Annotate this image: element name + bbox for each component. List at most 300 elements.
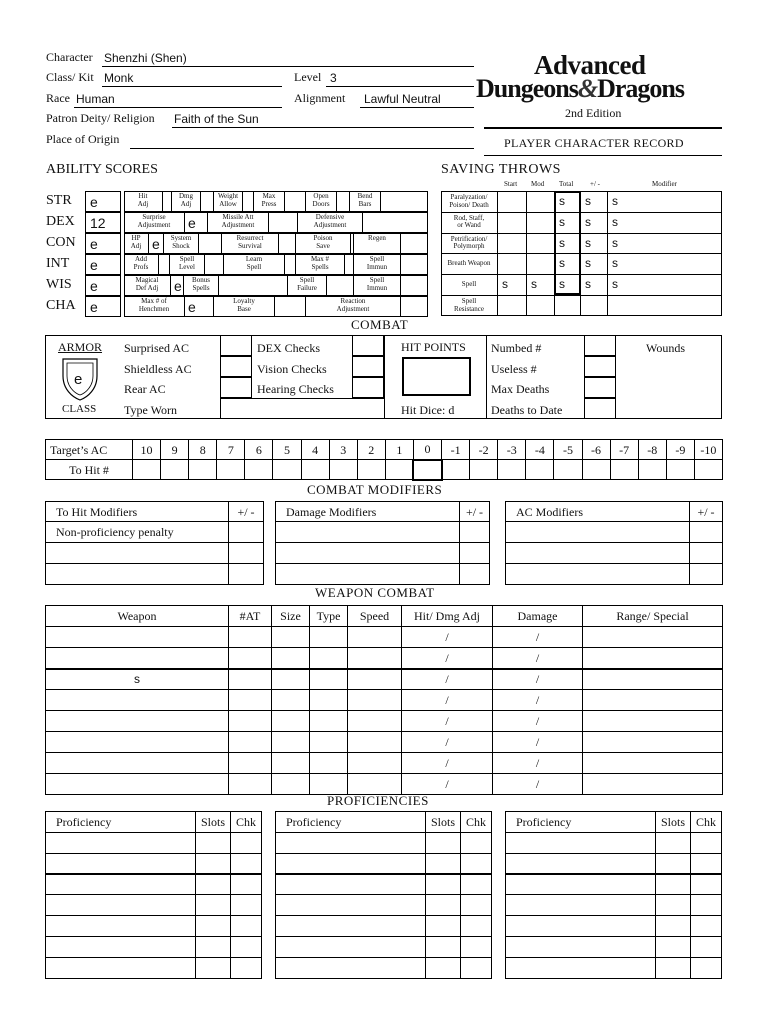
race-label: Race xyxy=(46,91,70,105)
save-value[interactable]: s xyxy=(612,235,618,250)
proficiency-cell[interactable] xyxy=(426,895,461,916)
weapon-cell[interactable] xyxy=(348,627,402,648)
weapon-name[interactable]: s xyxy=(46,669,229,690)
class-kit-field[interactable]: Monk xyxy=(104,71,134,85)
save-value[interactable]: s xyxy=(559,256,565,271)
modifier-value[interactable] xyxy=(229,543,264,564)
save-value[interactable]: s xyxy=(559,214,565,229)
ability-score-box-cha[interactable] xyxy=(85,296,121,317)
weapon-cell[interactable] xyxy=(310,753,348,774)
weapon-cell[interactable] xyxy=(310,774,348,795)
weapon-cell[interactable] xyxy=(272,669,310,690)
weapon-name[interactable] xyxy=(46,753,229,774)
ability-score-wis[interactable]: e xyxy=(90,278,98,294)
save-value[interactable]: s xyxy=(502,277,508,292)
proficiency-cell[interactable] xyxy=(506,916,656,937)
save-col-header: Total xyxy=(559,180,574,188)
modifier-table xyxy=(45,501,264,585)
ability-field-value[interactable]: e xyxy=(188,215,196,231)
weapon-cell[interactable] xyxy=(348,753,402,774)
to-hit-cell[interactable] xyxy=(554,460,582,480)
weapon-cell[interactable] xyxy=(310,648,348,669)
save-value[interactable]: s xyxy=(585,256,591,271)
modifier-value[interactable] xyxy=(460,543,490,564)
ac-row-value[interactable] xyxy=(220,335,252,356)
modifier-table xyxy=(275,501,490,585)
modifier-value[interactable] xyxy=(229,522,264,543)
weapon-cell[interactable] xyxy=(229,753,272,774)
ac-row-value[interactable] xyxy=(220,356,252,377)
to-hit-cell[interactable] xyxy=(526,460,554,480)
to-hit-cell[interactable] xyxy=(638,460,666,480)
weapon-cell[interactable] xyxy=(348,690,402,711)
weapon-hit-dmg-adj[interactable]: / xyxy=(402,648,493,669)
proficiency-cell[interactable] xyxy=(656,833,691,854)
ability-score-box-wis[interactable] xyxy=(85,275,121,296)
weapon-row xyxy=(46,669,723,690)
wound-row-value[interactable] xyxy=(584,377,616,398)
proficiency-row xyxy=(276,853,492,874)
proficiency-header-row xyxy=(46,812,262,833)
to-hit-cell[interactable] xyxy=(245,460,273,480)
ability-field-value-box[interactable] xyxy=(184,296,214,317)
ability-field-value-box[interactable] xyxy=(284,191,306,212)
race-field[interactable]: Human xyxy=(76,92,115,106)
ability-field-label: Magical Def Adj xyxy=(135,276,159,292)
to-hit-cell[interactable] xyxy=(273,460,301,480)
proficiency-cell[interactable] xyxy=(506,936,656,957)
proficiency-cell[interactable] xyxy=(461,936,492,957)
weapon-name[interactable] xyxy=(46,627,229,648)
weapon-cell[interactable] xyxy=(272,774,310,795)
proficiency-cell[interactable] xyxy=(231,895,262,916)
save-value[interactable]: s xyxy=(612,277,618,292)
ability-field-value-box[interactable] xyxy=(326,275,354,296)
proficiency-cell[interactable] xyxy=(691,853,722,874)
save-name: Spell Resistance xyxy=(454,297,484,313)
ability-field-value-box[interactable] xyxy=(242,191,254,212)
proficiency-cell[interactable] xyxy=(656,853,691,874)
proficiency-cell[interactable] xyxy=(276,874,426,895)
weapon-cell[interactable] xyxy=(229,774,272,795)
ability-name-con: CON xyxy=(46,235,76,250)
ability-name-wis: WIS xyxy=(46,277,72,292)
weapon-cell[interactable] xyxy=(310,711,348,732)
ability-field-value-box[interactable] xyxy=(380,191,428,212)
to-hit-cell[interactable] xyxy=(610,460,638,480)
weapon-cell[interactable] xyxy=(348,669,402,690)
ac-row-value[interactable] xyxy=(220,377,252,398)
weapon-range-special[interactable] xyxy=(583,669,723,690)
save-value[interactable]: s xyxy=(612,256,618,271)
weapon-cell[interactable] xyxy=(229,627,272,648)
ability-field-label: Resurrect Survival xyxy=(236,234,264,250)
weapon-damage[interactable]: / xyxy=(493,627,583,648)
ability-field-value-box[interactable] xyxy=(336,191,350,212)
weapon-cell[interactable] xyxy=(348,732,402,753)
proficiency-cell[interactable] xyxy=(656,936,691,957)
hit-points-box[interactable] xyxy=(402,357,471,396)
weapon-range-special[interactable] xyxy=(583,732,723,753)
ability-field-value-box[interactable] xyxy=(158,254,170,275)
ability-field-value-box[interactable] xyxy=(400,254,428,275)
ability-field-value-box[interactable] xyxy=(184,212,208,233)
proficiency-cell[interactable] xyxy=(46,957,196,978)
check-value[interactable] xyxy=(352,335,384,356)
weapon-cell[interactable] xyxy=(229,711,272,732)
proficiency-row xyxy=(276,833,492,854)
ability-field-value-box[interactable] xyxy=(200,191,214,212)
weapon-cell[interactable] xyxy=(229,669,272,690)
ability-field-value-box[interactable] xyxy=(198,233,222,254)
level-field[interactable]: 3 xyxy=(330,71,337,85)
weapon-name[interactable] xyxy=(46,690,229,711)
weapon-cell[interactable] xyxy=(348,711,402,732)
ability-field-value-box[interactable] xyxy=(170,275,184,296)
ac-row-label: Shieldless AC xyxy=(124,362,192,376)
proficiency-cell[interactable] xyxy=(426,916,461,937)
modifier-value[interactable] xyxy=(460,564,490,585)
proficiency-cell[interactable] xyxy=(196,895,231,916)
type-worn-divider xyxy=(220,398,221,419)
weapon-range-special[interactable] xyxy=(583,627,723,648)
target-ac-value: -2 xyxy=(470,440,498,460)
modifier-name[interactable] xyxy=(46,543,229,564)
ability-field-label: Learn Spell xyxy=(245,255,263,271)
weapon-hit-dmg-adj[interactable]: / xyxy=(402,732,493,753)
weapon-name[interactable] xyxy=(46,774,229,795)
modifier-name[interactable] xyxy=(506,543,690,564)
to-hit-cell[interactable] xyxy=(582,460,610,480)
proficiency-cell[interactable] xyxy=(656,895,691,916)
ability-score-box-int[interactable] xyxy=(85,254,121,275)
proficiency-cell[interactable] xyxy=(461,895,492,916)
ability-name-cha: CHA xyxy=(46,298,76,313)
to-hit-cell[interactable] xyxy=(357,460,385,480)
save-col-header: Start xyxy=(504,180,518,188)
ability-field-value-box[interactable] xyxy=(204,254,224,275)
weapon-cell[interactable] xyxy=(272,753,310,774)
proficiency-cell[interactable] xyxy=(426,874,461,895)
proficiency-cell[interactable] xyxy=(231,874,262,895)
modifier-header: Damage Modifiers xyxy=(276,502,460,522)
weapon-damage[interactable]: / xyxy=(493,732,583,753)
modifier-row xyxy=(506,564,723,585)
save-value[interactable]: s xyxy=(585,277,591,292)
weapon-cell[interactable] xyxy=(310,690,348,711)
ability-field-value-box[interactable] xyxy=(400,275,428,296)
weapon-cell[interactable] xyxy=(310,669,348,690)
to-hit-cell[interactable] xyxy=(666,460,694,480)
ability-field-label: Surprise Adjustment xyxy=(137,213,171,229)
weapon-hit-dmg-adj[interactable]: / xyxy=(402,711,493,732)
weapon-damage[interactable]: / xyxy=(493,753,583,774)
ability-field-label: Missile Att Adjustment xyxy=(221,213,255,229)
modifier-table xyxy=(505,501,723,585)
weapon-cell[interactable] xyxy=(229,732,272,753)
weapon-header: Speed xyxy=(348,606,402,627)
ability-field-value-box[interactable] xyxy=(362,212,428,233)
proficiency-cell[interactable] xyxy=(426,853,461,874)
wound-row-value[interactable] xyxy=(584,398,616,419)
ability-field-value-box[interactable] xyxy=(148,233,164,254)
ability-score-str[interactable]: e xyxy=(90,194,98,210)
proficiency-cell[interactable] xyxy=(46,833,196,854)
weapon-damage[interactable]: / xyxy=(493,669,583,690)
armor-class-value[interactable]: e xyxy=(74,371,83,388)
weapon-range-special[interactable] xyxy=(583,711,723,732)
save-col-line xyxy=(607,191,608,316)
target-ac-value: 6 xyxy=(245,440,273,460)
ability-score-int[interactable]: e xyxy=(90,257,98,273)
proficiency-cell[interactable] xyxy=(231,853,262,874)
proficiency-cell[interactable] xyxy=(461,957,492,978)
to-hit-cell[interactable] xyxy=(189,460,217,480)
to-hit-cell[interactable] xyxy=(301,460,329,480)
weapon-hit-dmg-adj[interactable]: / xyxy=(402,753,493,774)
ability-score-cha[interactable]: e xyxy=(90,299,98,315)
ability-score-box-str[interactable] xyxy=(85,191,121,212)
weapon-cell[interactable] xyxy=(348,648,402,669)
weapon-cell[interactable] xyxy=(229,648,272,669)
ability-field-value-box[interactable] xyxy=(218,275,288,296)
proficiency-cell[interactable] xyxy=(461,853,492,874)
ability-field-label: Spell Immun xyxy=(366,255,388,271)
modifier-value[interactable] xyxy=(690,522,723,543)
proficiency-cell[interactable] xyxy=(46,874,196,895)
proficiency-cell[interactable] xyxy=(691,833,722,854)
proficiency-cell[interactable] xyxy=(196,936,231,957)
ability-score-box-dex[interactable] xyxy=(85,212,121,233)
to-hit-cell[interactable] xyxy=(413,460,441,480)
proficiency-cell[interactable] xyxy=(276,936,426,957)
weapon-hit-dmg-adj[interactable]: / xyxy=(402,774,493,795)
weapon-cell[interactable] xyxy=(272,690,310,711)
proficiency-cell[interactable] xyxy=(656,957,691,978)
weapon-range-special[interactable] xyxy=(583,774,723,795)
proficiency-cell[interactable] xyxy=(231,916,262,937)
modifier-name[interactable] xyxy=(46,564,229,585)
ability-field-label: Poison Save xyxy=(313,234,333,250)
weapon-header: #AT xyxy=(229,606,272,627)
modifier-value[interactable] xyxy=(690,564,723,585)
alignment-field[interactable]: Lawful Neutral xyxy=(364,92,441,106)
save-value[interactable]: s xyxy=(559,277,565,292)
save-col-header: Modifier xyxy=(652,180,677,188)
ability-field-value[interactable]: e xyxy=(152,236,160,252)
modifier-value[interactable] xyxy=(229,564,264,585)
proficiency-cell[interactable] xyxy=(656,874,691,895)
ability-field-label: Max Press xyxy=(261,192,277,208)
proficiency-cell[interactable] xyxy=(196,916,231,937)
weapon-name[interactable] xyxy=(46,711,229,732)
ability-field-value-box[interactable] xyxy=(274,296,306,317)
modifier-name[interactable]: Non-proficiency penalty xyxy=(46,522,229,543)
save-row-line xyxy=(441,295,722,296)
ability-field-value-box[interactable] xyxy=(278,233,296,254)
save-value[interactable]: s xyxy=(585,214,591,229)
logo-edition: 2nd Edition xyxy=(565,106,622,120)
modifier-name[interactable] xyxy=(276,543,460,564)
weapon-damage[interactable]: / xyxy=(493,648,583,669)
logo-dungeons-dragons: Dungeons&Dragons xyxy=(476,74,684,103)
modifier-value[interactable] xyxy=(460,522,490,543)
to-hit-cell[interactable] xyxy=(217,460,245,480)
target-ac-value: -8 xyxy=(638,440,666,460)
save-value[interactable]: s xyxy=(559,235,565,250)
modifier-name[interactable] xyxy=(276,564,460,585)
proficiency-cell[interactable] xyxy=(426,957,461,978)
weapon-hit-dmg-adj[interactable]: / xyxy=(402,669,493,690)
proficiency-cell[interactable] xyxy=(276,895,426,916)
proficiency-cell[interactable] xyxy=(656,916,691,937)
save-value[interactable]: s xyxy=(531,277,537,292)
proficiency-cell[interactable] xyxy=(46,916,196,937)
level-label: Level xyxy=(294,70,322,84)
proficiency-header: Proficiency xyxy=(506,812,656,833)
proficiency-cell[interactable] xyxy=(276,916,426,937)
modifier-name[interactable] xyxy=(276,522,460,543)
class-kit-label: Class/ Kit xyxy=(46,70,94,84)
ability-field-value-box[interactable] xyxy=(162,191,172,212)
proficiency-cell[interactable] xyxy=(461,874,492,895)
wound-divider xyxy=(486,335,487,419)
ability-field-label: Dmg Adj xyxy=(179,192,193,208)
to-hit-cell[interactable] xyxy=(498,460,526,480)
proficiency-cell[interactable] xyxy=(506,957,656,978)
patron-field[interactable]: Faith of the Sun xyxy=(174,112,259,126)
weapon-cell[interactable] xyxy=(229,690,272,711)
target-ac-value: -5 xyxy=(554,440,582,460)
proficiency-cell[interactable] xyxy=(506,874,656,895)
proficiency-header: Chk xyxy=(231,812,262,833)
wound-row-value[interactable] xyxy=(584,335,616,356)
to-hit-cell[interactable] xyxy=(133,460,161,480)
weapon-header: Damage xyxy=(493,606,583,627)
proficiency-cell[interactable] xyxy=(426,833,461,854)
modifier-name[interactable] xyxy=(506,564,690,585)
to-hit-label: To Hit # xyxy=(46,460,133,480)
save-value[interactable]: s xyxy=(612,194,618,208)
weapon-combat-title: WEAPON COMBAT xyxy=(315,585,435,600)
ability-field-value-box[interactable] xyxy=(400,233,428,254)
proficiency-cell[interactable] xyxy=(426,936,461,957)
weapon-hit-dmg-adj[interactable]: / xyxy=(402,627,493,648)
ability-field-value-box[interactable] xyxy=(284,254,296,275)
ability-score-con[interactable]: e xyxy=(90,236,98,252)
armor-label: ARMOR xyxy=(58,340,103,354)
ability-field-value-box[interactable] xyxy=(400,296,428,317)
proficiency-cell[interactable] xyxy=(231,936,262,957)
ability-field-value[interactable]: e xyxy=(174,278,182,294)
proficiency-cell[interactable] xyxy=(276,957,426,978)
modifier-header: To Hit Modifiers xyxy=(46,502,229,522)
weapon-range-special[interactable] xyxy=(583,753,723,774)
weapon-name[interactable] xyxy=(46,732,229,753)
proficiency-cell[interactable] xyxy=(506,853,656,874)
save-value[interactable]: s xyxy=(585,235,591,250)
proficiency-cell[interactable] xyxy=(46,936,196,957)
logo-ampersand: & xyxy=(577,74,598,103)
character-name-field[interactable]: Shenzhi (Shen) xyxy=(104,51,187,65)
weapon-damage[interactable]: / xyxy=(493,774,583,795)
proficiency-cell[interactable] xyxy=(691,895,722,916)
weapon-cell[interactable] xyxy=(310,732,348,753)
proficiency-cell[interactable] xyxy=(276,833,426,854)
proficiency-cell[interactable] xyxy=(691,936,722,957)
proficiency-cell[interactable] xyxy=(196,833,231,854)
ability-field-value-box[interactable] xyxy=(344,254,354,275)
proficiency-cell[interactable] xyxy=(231,833,262,854)
weapon-cell[interactable] xyxy=(272,648,310,669)
save-value[interactable]: s xyxy=(559,194,565,208)
proficiency-cell[interactable] xyxy=(691,874,722,895)
ability-field-value[interactable]: e xyxy=(188,299,196,315)
target-ac-value: 2 xyxy=(357,440,385,460)
proficiency-cell[interactable] xyxy=(231,957,262,978)
proficiency-cell[interactable] xyxy=(691,916,722,937)
ability-field-value-box[interactable] xyxy=(268,212,298,233)
proficiency-cell[interactable] xyxy=(276,853,426,874)
proficiency-cell[interactable] xyxy=(461,916,492,937)
proficiency-cell[interactable] xyxy=(196,957,231,978)
modifier-pm-header: +/ - xyxy=(229,502,264,522)
weapon-damage[interactable]: / xyxy=(493,711,583,732)
to-hit-cell[interactable] xyxy=(329,460,357,480)
proficiency-cell[interactable] xyxy=(46,895,196,916)
ability-field-label: Add Profs xyxy=(133,255,149,271)
check-value[interactable] xyxy=(352,377,384,398)
to-hit-cell[interactable] xyxy=(694,460,722,480)
proficiency-cell[interactable] xyxy=(461,833,492,854)
weapon-cell[interactable] xyxy=(272,711,310,732)
weapon-range-special[interactable] xyxy=(583,690,723,711)
to-hit-cell[interactable] xyxy=(470,460,498,480)
weapon-damage[interactable]: / xyxy=(493,690,583,711)
wound-row-value[interactable] xyxy=(584,356,616,377)
proficiency-cell[interactable] xyxy=(691,957,722,978)
proficiency-cell[interactable] xyxy=(196,853,231,874)
ability-score-dex[interactable]: 12 xyxy=(90,215,106,231)
weapon-cell[interactable] xyxy=(348,774,402,795)
weapon-cell[interactable] xyxy=(310,627,348,648)
to-hit-cell[interactable] xyxy=(442,460,470,480)
target-ac-value: -3 xyxy=(498,440,526,460)
weapon-hit-dmg-adj[interactable]: / xyxy=(402,690,493,711)
to-hit-cell[interactable] xyxy=(385,460,413,480)
proficiency-cell[interactable] xyxy=(46,853,196,874)
proficiency-cell[interactable] xyxy=(196,874,231,895)
ability-score-box-con[interactable] xyxy=(85,233,121,254)
weapon-cell[interactable] xyxy=(272,732,310,753)
to-hit-cell[interactable] xyxy=(161,460,189,480)
check-value[interactable] xyxy=(352,356,384,377)
character-label: Character xyxy=(46,50,93,64)
proficiency-row xyxy=(276,895,492,916)
save-col-line xyxy=(497,191,498,316)
weapon-name[interactable] xyxy=(46,648,229,669)
modifier-pm-header: +/ - xyxy=(460,502,490,522)
proficiency-cell[interactable] xyxy=(506,895,656,916)
weapon-cell[interactable] xyxy=(272,627,310,648)
modifier-name[interactable] xyxy=(506,522,690,543)
proficiency-row xyxy=(276,916,492,937)
save-value[interactable]: s xyxy=(612,214,618,229)
proficiency-cell[interactable] xyxy=(506,833,656,854)
modifier-value[interactable] xyxy=(690,543,723,564)
save-value[interactable]: s xyxy=(585,194,591,208)
weapon-range-special[interactable] xyxy=(583,648,723,669)
